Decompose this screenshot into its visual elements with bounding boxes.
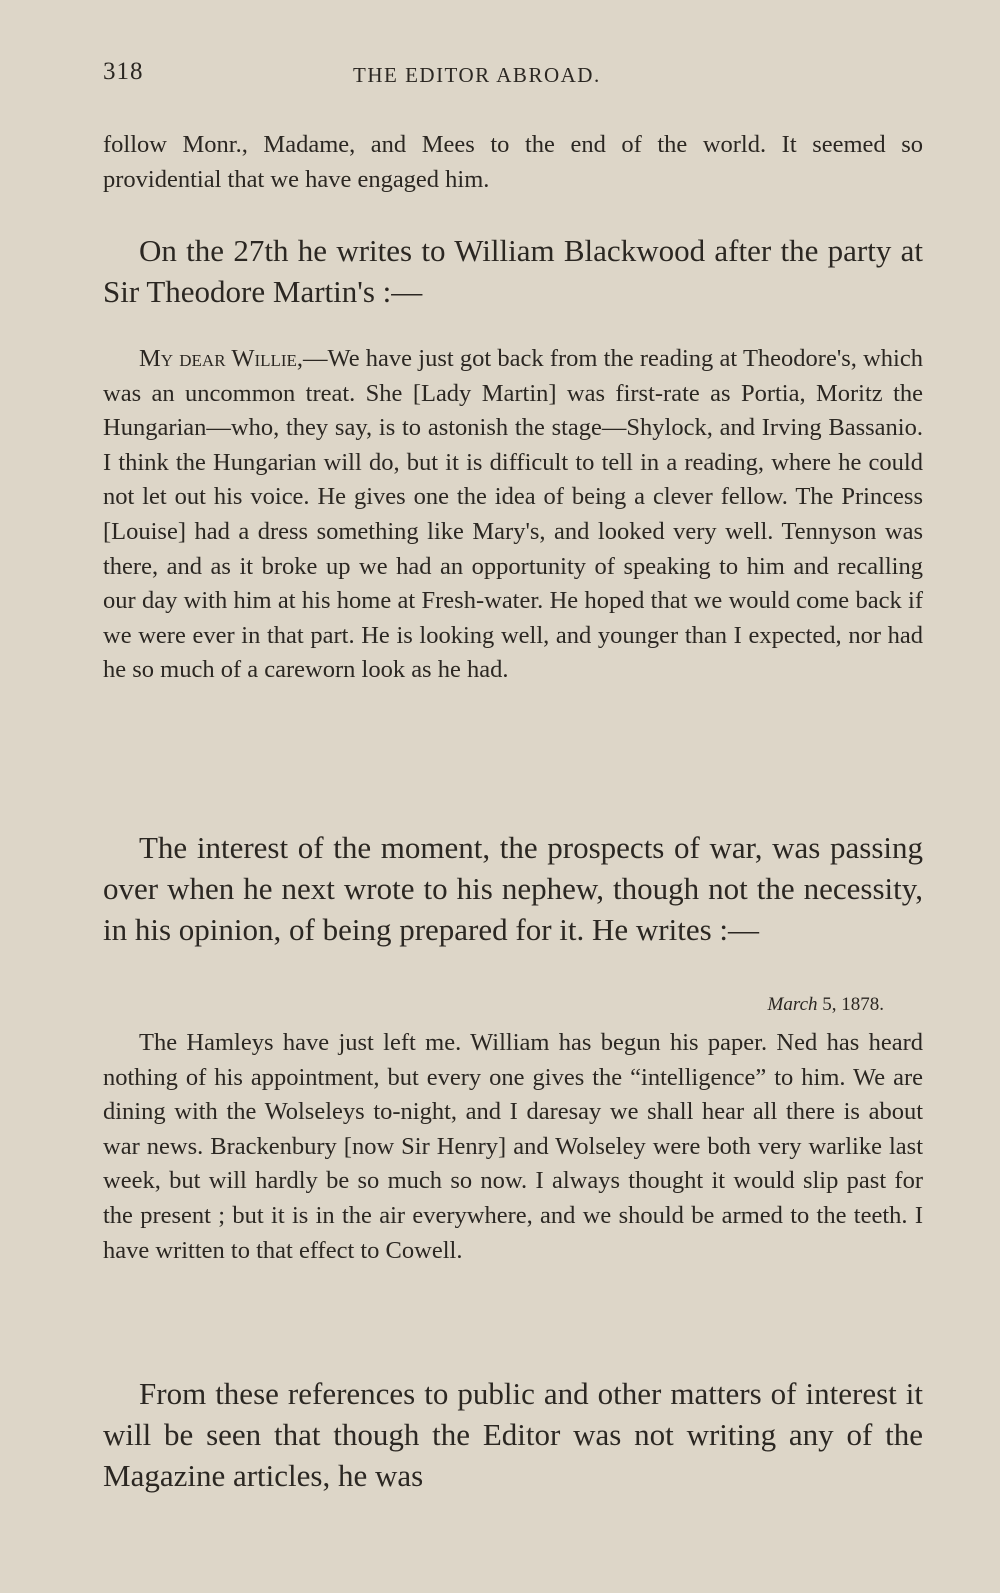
letter-to-willie bbox=[103, 342, 923, 688]
page-header bbox=[103, 58, 923, 98]
letter-dateline bbox=[768, 994, 884, 1016]
dateline-day-year: 5, 1878. bbox=[817, 994, 884, 1015]
page-number: 318 bbox=[103, 58, 144, 85]
narrative-paragraph-3: From these references to public and other matters of interest it will be seen that though the Editor was not writing any of the Magazine articles, he was bbox=[103, 1376, 923, 1493]
letter-continuation: follow Monr., Madame, and Mees to the end of the world. It seemed so providential that we have engaged him. bbox=[103, 131, 923, 193]
narrative-paragraph-1: On the 27th he writes to William Blackwood after the party at Sir Theodore Martin's :— bbox=[103, 233, 923, 309]
salutation: My dear Willie, bbox=[139, 345, 304, 372]
dateline-month: March bbox=[767, 994, 818, 1015]
letter-body: —We have just got back from the reading at Theodore's, which was an uncommon treat. She [Lady Martin] was first-rate as Portia, Moritz the Hungarian—who, they say, is to astonish the stage—Shylock, and Irving Bassanio. I think the Hungarian will do, but it is difficult to tell in a reading, where he could not let out his voice. He gives one the idea of being a clever fellow. The Princess [Louise] had a dress something like Mary's, and looked very well. Tennyson was there, and as it broke up we had an opportunity of speaking to him and recalling our day with him at his home at Fresh-water. He hoped that we would come back if we were ever in that part. He is looking well, and younger than I expected, nor had he so much of a careworn look as he had. bbox=[103, 345, 923, 684]
letter-march-5: The Hamleys have just left me. William has begun his paper. Ned has heard nothing of his appointment, but every one gives the “intelligence” to him. We are dining with the Wolseleys to-night, and I daresay we shall hear all there is about war news. Brackenbury [now Sir Henry] and Wolseley were both very warlike last week, but will hardly be so much so now. I always thought it would slip past for the present ; but it is in the air everywhere, and we should be armed to the teeth. I have written to that effect to Cowell. bbox=[103, 1029, 923, 1264]
running-head: THE EDITOR ABROAD. bbox=[353, 63, 601, 87]
narrative-paragraph-2: The interest of the moment, the prospects of war, was passing over when he next wrote to his nephew, though not the necessity, in his opinion, of being prepared for it. He writes :— bbox=[103, 830, 923, 947]
